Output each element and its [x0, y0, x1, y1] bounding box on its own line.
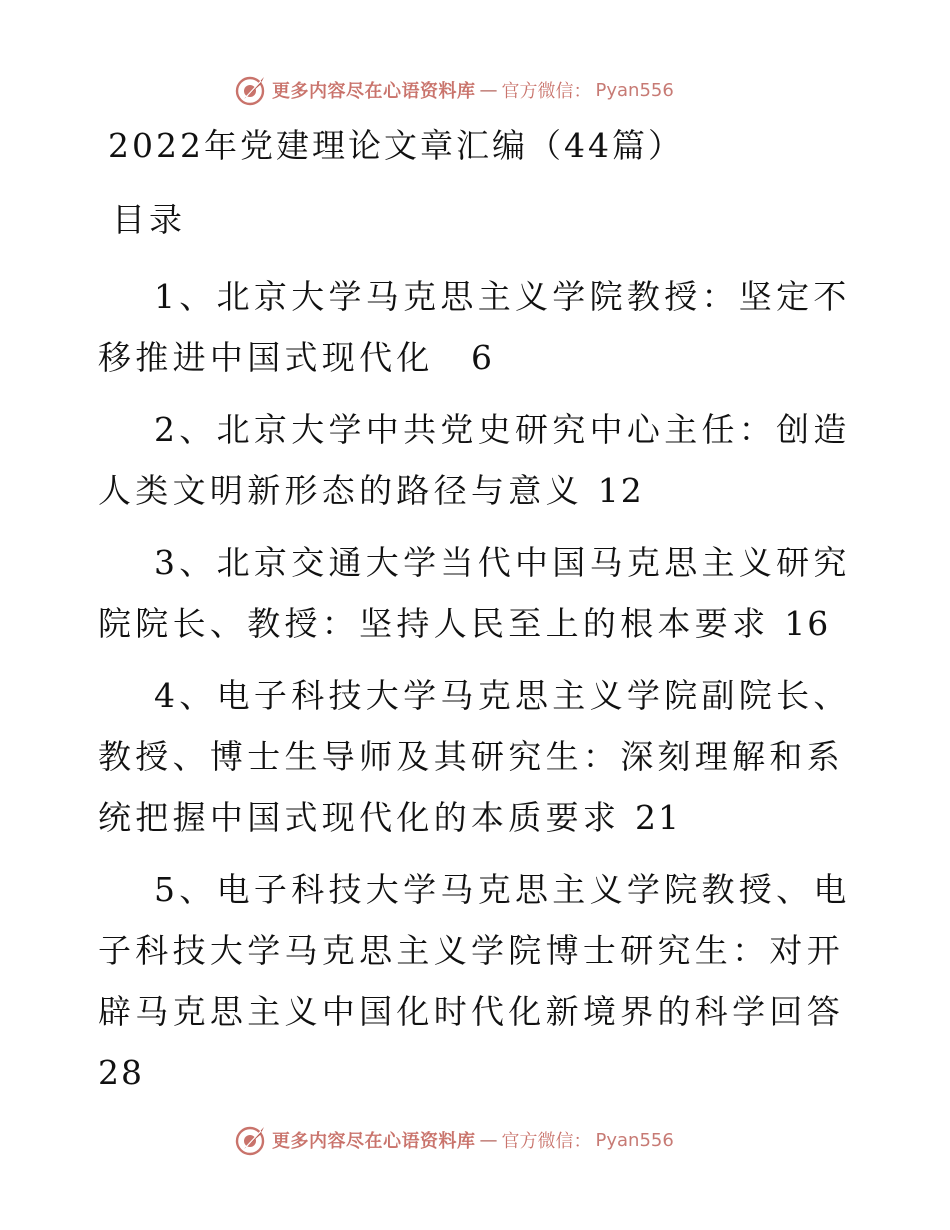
toc-entry-page: 28 [98, 1053, 144, 1092]
table-of-contents [98, 266, 858, 1114]
banner-wechat-id: Pyan556 [595, 1129, 674, 1151]
banner-main-text: 更多内容尽在心语资料库 [272, 1131, 476, 1152]
toc-entry-page: 12 [597, 471, 644, 510]
header-watermark-banner [234, 70, 674, 110]
toc-entry-spacer [434, 338, 471, 377]
toc-entry-number: 1、 [154, 277, 217, 316]
toc-entry-text: 北京大学中共党史研究中心主任：创造人类文明新形态的路径与意义 [98, 410, 851, 510]
quill-pen-logo-icon [234, 73, 268, 107]
banner-wechat-id: Pyan556 [595, 79, 674, 101]
toc-entry-text: 北京大学马克思主义学院教授：坚定不移推进中国式现代化 [98, 277, 851, 377]
toc-entry-number: 5、 [154, 870, 217, 909]
toc-entry[interactable] [98, 532, 858, 654]
toc-entry[interactable] [98, 399, 858, 521]
toc-entry-spacer [620, 798, 635, 837]
toc-entry-number: 4、 [154, 676, 217, 715]
toc-entry-page: 16 [784, 604, 831, 643]
toc-entry-page: 21 [635, 798, 681, 837]
banner-wechat-label: 官方微信： [501, 1131, 592, 1152]
footer-watermark-banner [234, 1120, 674, 1160]
banner-separator: — [479, 79, 498, 101]
banner-separator: — [479, 1129, 498, 1151]
toc-entry-number: 2、 [154, 410, 217, 449]
quill-pen-logo-icon [234, 1123, 268, 1157]
toc-heading: 目录 [112, 200, 186, 239]
toc-entry[interactable] [98, 266, 858, 388]
toc-entry[interactable] [98, 859, 858, 1103]
document-title: 2022年党建理论文章汇编（44篇） [108, 126, 684, 165]
toc-entry-number: 3、 [154, 543, 217, 582]
toc-entry-spacer [583, 471, 598, 510]
banner-main-text: 更多内容尽在心语资料库 [272, 81, 476, 102]
toc-entry-text: 北京交通大学当代中国马克思主义研究院院长、教授：坚持人民至上的根本要求 [98, 543, 851, 643]
toc-entry[interactable] [98, 665, 858, 848]
toc-entry-text: 电子科技大学马克思主义学院教授、电子科技大学马克思主义学院博士研究生：对开辟马克思主义中国化时代化新境界的科学回答 [98, 870, 851, 1031]
toc-entry-spacer [769, 604, 784, 643]
toc-entry-page: 6 [471, 338, 495, 377]
toc-entry-text: 电子科技大学马克思主义学院副院长、教授、博士生导师及其研究生：深刻理解和系统把握中国式现代化的本质要求 [98, 676, 851, 837]
banner-wechat-label: 官方微信： [501, 81, 592, 102]
